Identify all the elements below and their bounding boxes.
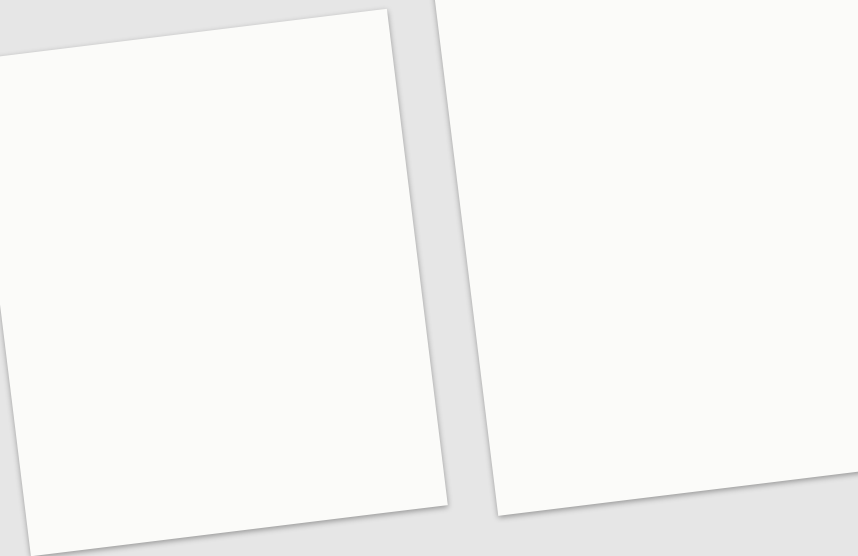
left-paragraph-1	[7, 72, 364, 116]
left-page	[0, 9, 448, 556]
year-headers	[79, 190, 374, 226]
right-paragraph-1	[457, 0, 858, 19]
risk-range-chart	[500, 155, 858, 422]
quilt-grid	[79, 190, 374, 226]
right-page	[430, 0, 858, 516]
worst-performance-label	[52, 397, 97, 402]
left-paragraph-2	[12, 112, 369, 156]
right-paragraph-2	[467, 45, 858, 96]
left-footnote	[55, 459, 412, 503]
best-performance-label	[34, 248, 79, 253]
performance-quilt	[79, 190, 374, 226]
